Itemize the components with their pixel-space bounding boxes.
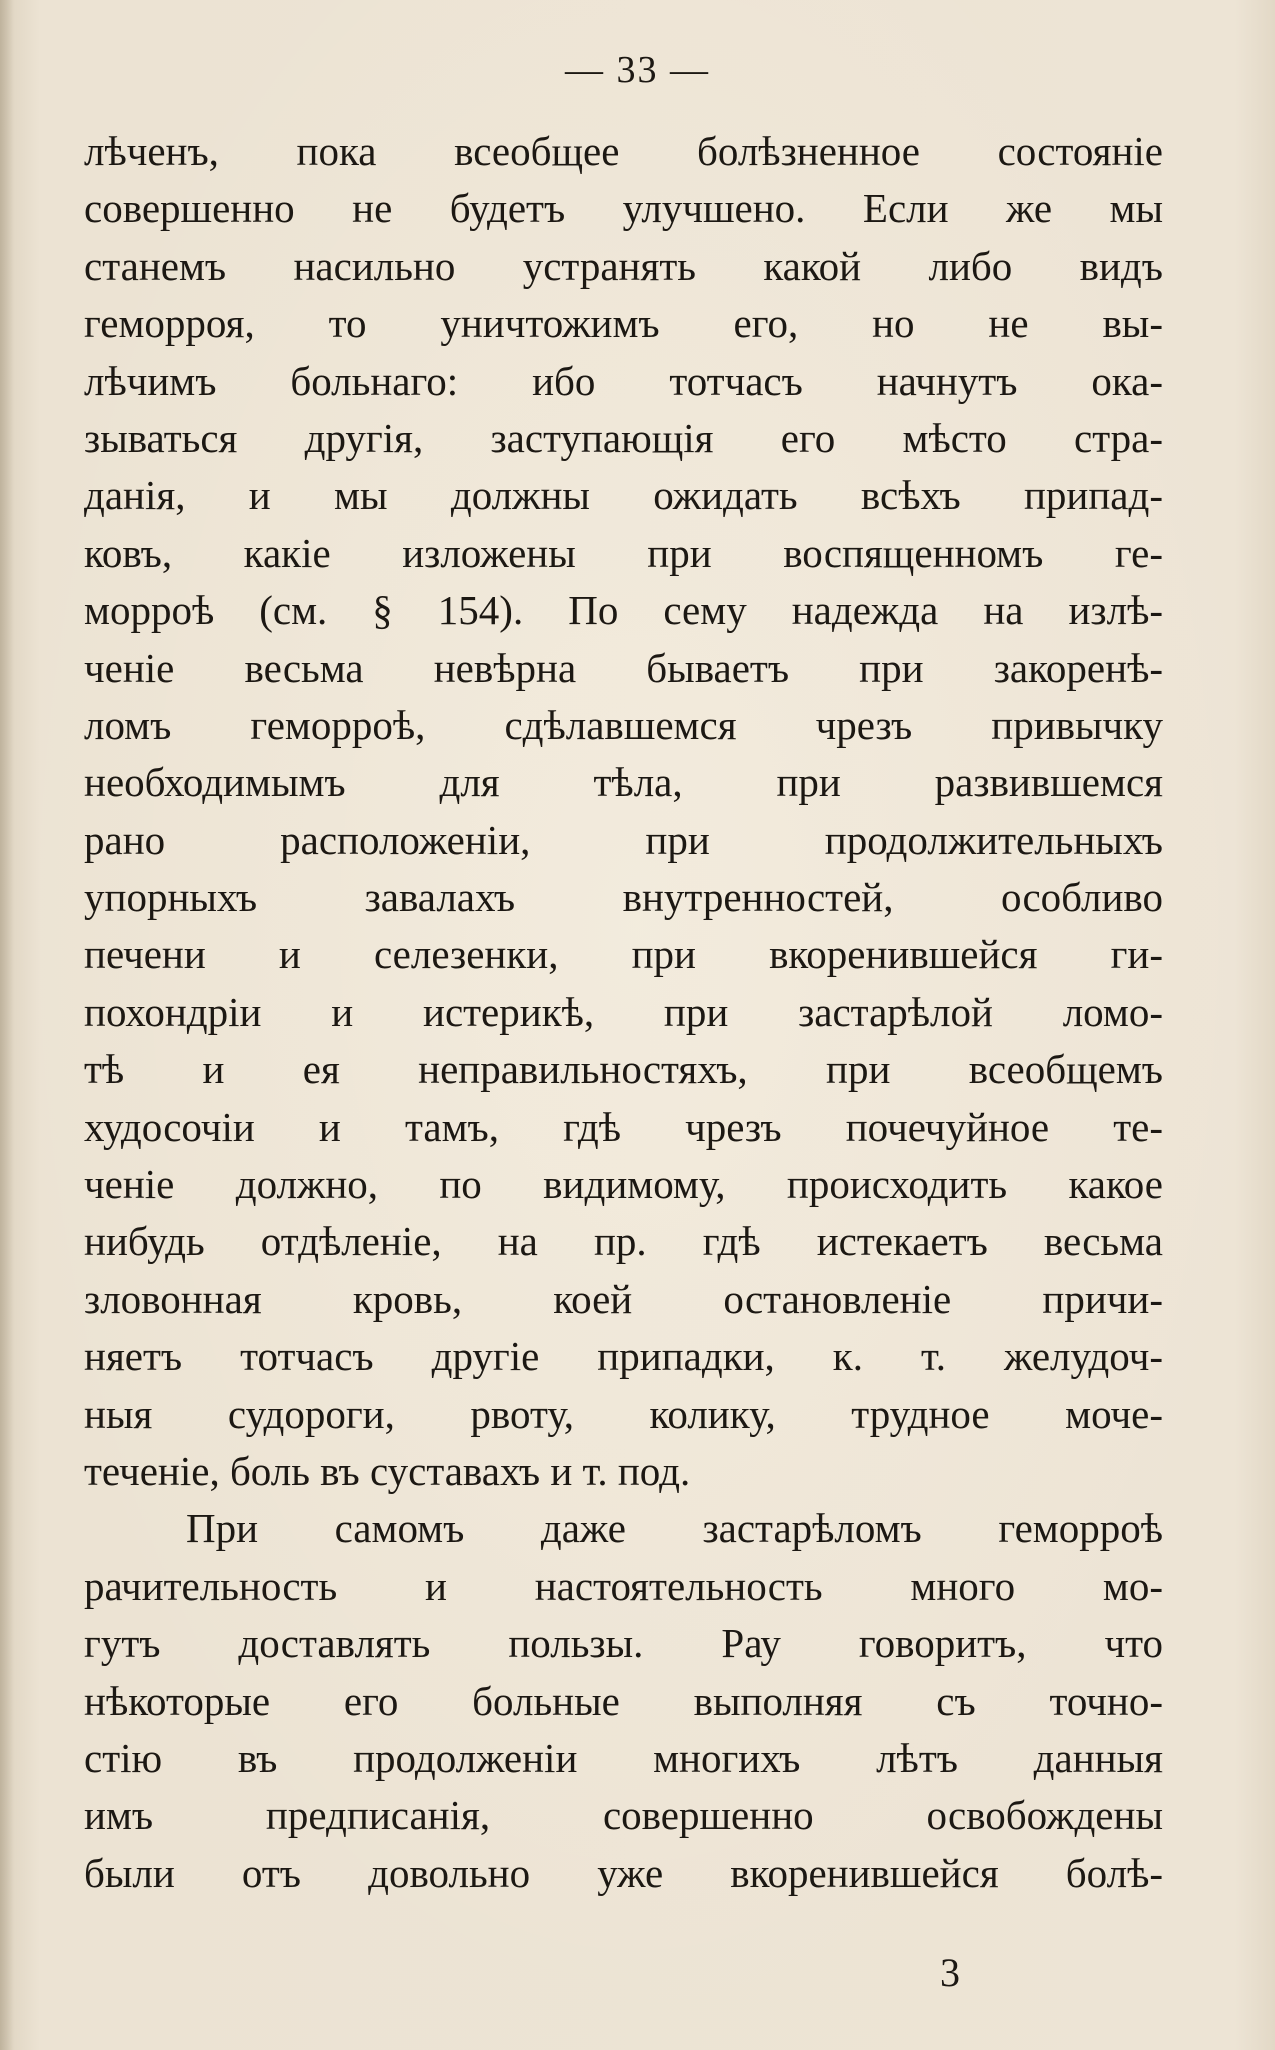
text-line: морроѣ (см. § 154). По сему надежда на излѣ- (84, 587, 1163, 634)
text-line: ныя судороги, рвоту, колику, трудное моче- (84, 1390, 1163, 1437)
paragraph-end-line: теченіе, боль въ суставахъ и т. под. (84, 1447, 691, 1494)
text-line: лѣченъ, пока всеобщее болѣзненное состояніе (84, 128, 1163, 174)
text-line: данія, и мы должны ожидать всѣхъ припад- (84, 472, 1163, 519)
text-line: нибудь отдѣленіе, на пр. гдѣ истекаетъ весьма (84, 1218, 1163, 1265)
text-line: рачительность и настоятельность много мо- (84, 1562, 1163, 1609)
paragraph-start-line: При самомъ даже застарѣломъ геморроѣ (186, 1505, 1163, 1552)
text-line: геморроя, то уничтожимъ его, но не вы- (84, 300, 1163, 347)
text-line: ломъ геморроѣ, сдѣлавшемся чрезъ привычку (84, 701, 1163, 748)
page-binding-shadow (0, 0, 14, 2050)
text-line: станемъ насильно устранять какой либо видъ (84, 242, 1163, 289)
text-line: ченіе должно, по видимому, происходить какое (84, 1161, 1163, 1208)
text-line: упорныхъ завалахъ внутренностей, особливо (84, 874, 1163, 921)
text-line: зываться другія, заступающія его мѣсто стра- (84, 414, 1163, 461)
text-line: стію въ продолженіи многихъ лѣтъ данныя (84, 1734, 1163, 1781)
text-line: необходимымъ для тѣла, при развившемся (84, 759, 1163, 806)
text-line: имъ предписанія, совершенно освобождены (84, 1792, 1163, 1839)
text-line: нѣкоторые его больные выполняя съ точно- (84, 1677, 1163, 1724)
page-number: — 33 — (565, 49, 710, 91)
signature-mark: 3 (940, 1950, 960, 1995)
text-line: совершенно не будетъ улучшено. Если же мы (84, 185, 1163, 232)
text-line: были отъ довольно уже вкоренившейся болѣ- (84, 1849, 1163, 1896)
text-line: зловонная кровь, коей остановленіе причи- (84, 1275, 1163, 1322)
text-line: ченіе весьма невѣрна бываетъ при закоренѣ- (84, 644, 1163, 691)
text-line: ковъ, какіе изложены при воспященномъ ге- (84, 529, 1163, 576)
text-line: лѣчимъ больнаго: ибо тотчасъ начнутъ ока- (84, 357, 1163, 404)
text-line: похондріи и истерикѣ, при застарѣлой ломо- (84, 988, 1163, 1035)
text-line: рано расположеніи, при продолжительныхъ (84, 816, 1163, 863)
text-line: тѣ и ея неправильностяхъ, при всеобщемъ (84, 1046, 1163, 1093)
text-line: печени и селезенки, при вкоренившейся ги- (84, 931, 1163, 978)
text-line: гутъ доставлять пользы. Рау говоритъ, что (84, 1620, 1163, 1667)
text-line: няетъ тотчасъ другіе припадки, к. т. желудоч- (84, 1333, 1163, 1380)
body-text (84, 123, 1163, 1902)
text-line: худосочіи и тамъ, гдѣ чрезъ почечуйное те- (84, 1103, 1163, 1150)
